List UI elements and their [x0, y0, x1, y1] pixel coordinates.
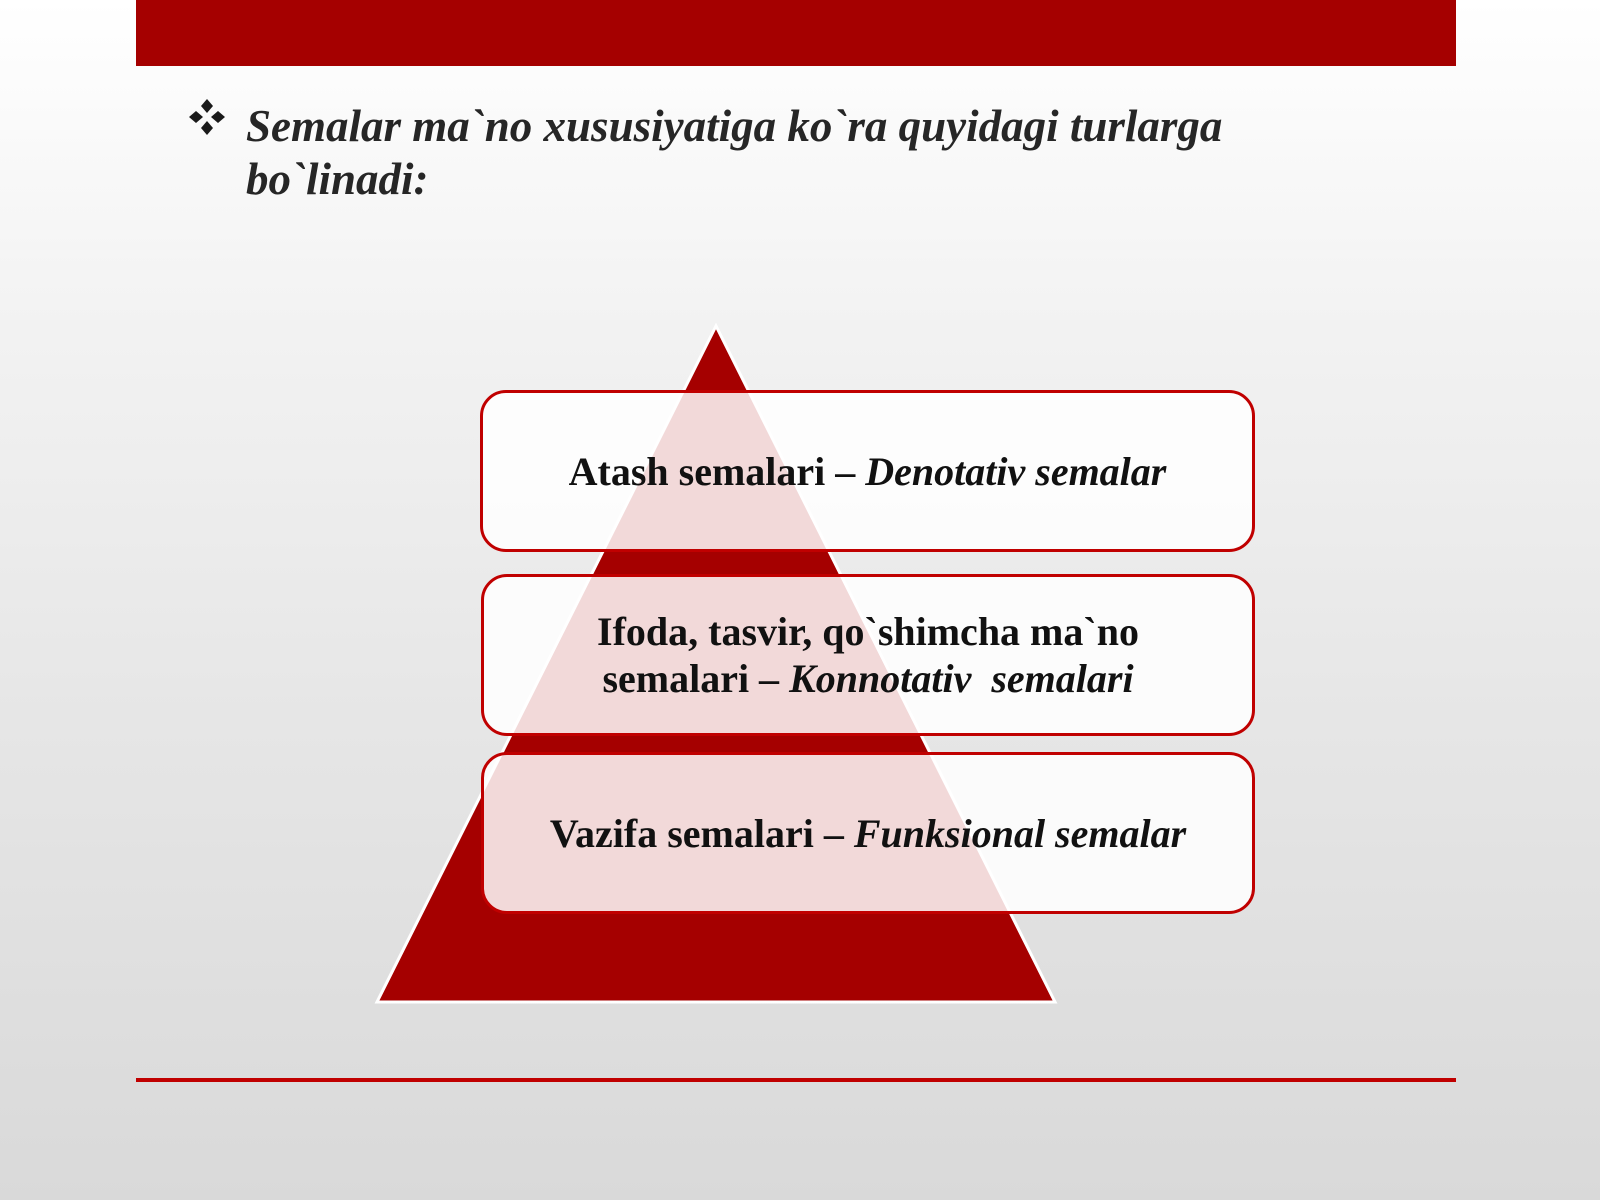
bottom-divider-line — [136, 1078, 1456, 1082]
pyramid-level-denotative — [480, 390, 1255, 552]
pyramid-level-functional — [481, 752, 1255, 914]
heading-text: Semalar ma`no xususiyatiga ko`ra quyidagi turlarga bo`linadi: — [246, 101, 1223, 204]
level-term: Konnotativ semalari — [789, 656, 1134, 701]
level-name: Vazifa semalari – — [549, 810, 854, 856]
level-term: Denotativ semalar — [865, 448, 1167, 494]
level-term: Funksional semalar — [853, 810, 1187, 856]
level-name: Atash semalari – — [568, 448, 866, 494]
level-label — [550, 810, 1186, 857]
level-label — [502, 608, 1234, 702]
level-name: Ifoda, tasvir, qo`shimcha ma`no semalari – — [597, 609, 1139, 701]
pyramid-level-connotative — [481, 574, 1255, 736]
level-label — [569, 448, 1167, 495]
